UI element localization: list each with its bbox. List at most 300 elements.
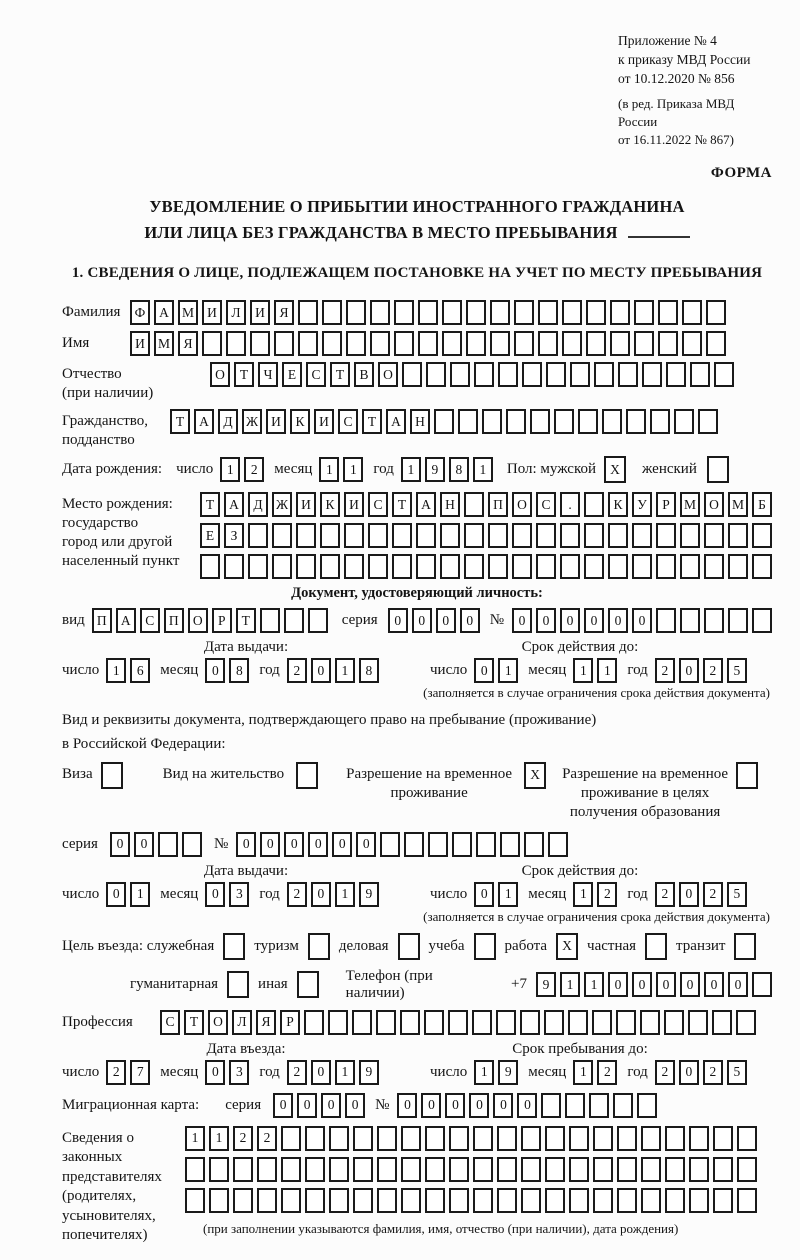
day-box[interactable]: 2 [244, 457, 264, 482]
year-box[interactable]: 9 [359, 1060, 379, 1085]
char-box[interactable]: А [154, 300, 174, 325]
day-box[interactable]: 1 [106, 658, 126, 683]
char-box[interactable] [452, 832, 472, 857]
char-box[interactable]: 0 [284, 832, 304, 857]
char-box[interactable] [473, 1157, 493, 1182]
char-box[interactable] [464, 554, 484, 579]
day-box[interactable]: 7 [130, 1060, 150, 1085]
char-box[interactable]: Л [226, 300, 246, 325]
char-box[interactable]: 0 [728, 972, 748, 997]
char-box[interactable] [665, 1157, 685, 1182]
char-box[interactable] [344, 523, 364, 548]
char-box[interactable] [305, 1157, 325, 1182]
char-box[interactable]: М [728, 492, 748, 517]
day-box[interactable]: 6 [130, 658, 150, 683]
char-box[interactable]: 0 [517, 1093, 537, 1118]
day-box[interactable]: 2 [106, 1060, 126, 1085]
char-box[interactable] [641, 1188, 661, 1213]
year-box[interactable]: 1 [401, 457, 421, 482]
char-box[interactable] [376, 1010, 396, 1035]
year-box[interactable]: 2 [703, 1060, 723, 1085]
char-box[interactable] [736, 1010, 756, 1035]
char-box[interactable] [536, 554, 556, 579]
char-box[interactable] [584, 523, 604, 548]
year-box[interactable]: 2 [703, 882, 723, 907]
char-box[interactable]: 0 [608, 972, 628, 997]
year-box[interactable]: 2 [655, 1060, 675, 1085]
char-box[interactable] [674, 409, 694, 434]
char-box[interactable]: 0 [584, 608, 604, 633]
char-box[interactable] [298, 300, 318, 325]
char-box[interactable] [656, 554, 676, 579]
year-box[interactable]: 5 [727, 882, 747, 907]
char-box[interactable]: 2 [257, 1126, 277, 1151]
char-box[interactable]: 0 [632, 608, 652, 633]
char-box[interactable] [640, 1010, 660, 1035]
purpose-study-checkbox[interactable] [474, 933, 496, 960]
year-box[interactable]: 0 [679, 658, 699, 683]
char-box[interactable]: О [378, 362, 398, 387]
purpose-work-checkbox[interactable]: X [556, 933, 578, 960]
char-box[interactable]: В [354, 362, 374, 387]
char-box[interactable]: 0 [297, 1093, 317, 1118]
sex-male-checkbox[interactable]: X [604, 456, 626, 483]
char-box[interactable] [698, 409, 718, 434]
year-box[interactable]: 0 [311, 658, 331, 683]
char-box[interactable]: 2 [233, 1126, 253, 1151]
char-box[interactable] [296, 554, 316, 579]
char-box[interactable]: 0 [436, 608, 456, 633]
char-box[interactable]: И [250, 300, 270, 325]
month-box[interactable]: 0 [205, 658, 225, 683]
char-box[interactable] [593, 1188, 613, 1213]
char-box[interactable] [466, 300, 486, 325]
char-box[interactable]: 0 [356, 832, 376, 857]
char-box[interactable]: 0 [445, 1093, 465, 1118]
char-box[interactable] [593, 1126, 613, 1151]
char-box[interactable]: 0 [536, 608, 556, 633]
char-box[interactable] [296, 523, 316, 548]
char-box[interactable]: И [130, 331, 150, 356]
purpose-official-checkbox[interactable] [223, 933, 245, 960]
char-box[interactable]: К [608, 492, 628, 517]
char-box[interactable] [713, 1157, 733, 1182]
char-box[interactable] [424, 1010, 444, 1035]
char-box[interactable] [394, 300, 414, 325]
char-box[interactable] [570, 362, 590, 387]
char-box[interactable]: 9 [536, 972, 556, 997]
char-box[interactable] [545, 1188, 565, 1213]
char-box[interactable] [442, 331, 462, 356]
char-box[interactable] [281, 1157, 301, 1182]
char-box[interactable] [658, 300, 678, 325]
char-box[interactable] [490, 331, 510, 356]
char-box[interactable]: 0 [608, 608, 628, 633]
char-box[interactable] [281, 1188, 301, 1213]
char-box[interactable]: 0 [493, 1093, 513, 1118]
char-box[interactable]: 0 [704, 972, 724, 997]
char-box[interactable] [682, 331, 702, 356]
char-box[interactable]: Е [282, 362, 302, 387]
char-box[interactable] [440, 554, 460, 579]
char-box[interactable] [613, 1093, 633, 1118]
char-box[interactable] [514, 300, 534, 325]
char-box[interactable] [560, 523, 580, 548]
month-box[interactable]: 2 [597, 1060, 617, 1085]
year-box[interactable]: 0 [311, 1060, 331, 1085]
char-box[interactable] [545, 1157, 565, 1182]
char-box[interactable] [392, 523, 412, 548]
char-box[interactable] [284, 608, 304, 633]
char-box[interactable] [665, 1126, 685, 1151]
char-box[interactable] [713, 1126, 733, 1151]
char-box[interactable] [512, 523, 532, 548]
month-box[interactable]: 1 [573, 658, 593, 683]
char-box[interactable] [305, 1126, 325, 1151]
year-box[interactable]: 2 [287, 1060, 307, 1085]
char-box[interactable]: А [116, 608, 136, 633]
char-box[interactable] [656, 523, 676, 548]
char-box[interactable]: 0 [332, 832, 352, 857]
char-box[interactable]: П [488, 492, 508, 517]
year-box[interactable]: 5 [727, 1060, 747, 1085]
char-box[interactable] [713, 1188, 733, 1213]
char-box[interactable] [737, 1126, 757, 1151]
char-box[interactable] [368, 523, 388, 548]
char-box[interactable]: Т [200, 492, 220, 517]
char-box[interactable]: Н [410, 409, 430, 434]
char-box[interactable] [272, 523, 292, 548]
char-box[interactable]: О [210, 362, 230, 387]
char-box[interactable] [545, 1126, 565, 1151]
char-box[interactable]: Ж [242, 409, 262, 434]
char-box[interactable] [548, 832, 568, 857]
char-box[interactable] [497, 1157, 517, 1182]
char-box[interactable]: С [306, 362, 326, 387]
char-box[interactable]: 0 [460, 608, 480, 633]
month-box[interactable]: 1 [597, 658, 617, 683]
char-box[interactable] [704, 523, 724, 548]
day-box[interactable]: 1 [220, 457, 240, 482]
char-box[interactable] [298, 331, 318, 356]
char-box[interactable]: Я [256, 1010, 276, 1035]
char-box[interactable]: М [178, 300, 198, 325]
year-box[interactable]: 9 [425, 457, 445, 482]
char-box[interactable]: Р [212, 608, 232, 633]
day-box[interactable]: 0 [106, 882, 126, 907]
char-box[interactable] [402, 362, 422, 387]
char-box[interactable] [450, 362, 470, 387]
char-box[interactable] [569, 1157, 589, 1182]
char-box[interactable] [690, 362, 710, 387]
char-box[interactable]: П [164, 608, 184, 633]
char-box[interactable] [650, 409, 670, 434]
month-box[interactable]: 3 [229, 882, 249, 907]
char-box[interactable]: А [386, 409, 406, 434]
char-box[interactable] [464, 492, 484, 517]
purpose-humanitarian-checkbox[interactable] [227, 971, 249, 998]
char-box[interactable] [536, 523, 556, 548]
char-box[interactable] [714, 362, 734, 387]
char-box[interactable]: Б [752, 492, 772, 517]
char-box[interactable] [514, 331, 534, 356]
char-box[interactable] [521, 1188, 541, 1213]
char-box[interactable]: Д [248, 492, 268, 517]
char-box[interactable] [593, 1157, 613, 1182]
day-box[interactable]: 1 [498, 658, 518, 683]
char-box[interactable] [616, 1010, 636, 1035]
char-box[interactable]: С [160, 1010, 180, 1035]
char-box[interactable] [594, 362, 614, 387]
char-box[interactable]: Я [274, 300, 294, 325]
char-box[interactable] [320, 523, 340, 548]
char-box[interactable] [584, 492, 604, 517]
char-box[interactable] [202, 331, 222, 356]
char-box[interactable] [353, 1188, 373, 1213]
char-box[interactable] [520, 1010, 540, 1035]
day-box[interactable]: 1 [498, 882, 518, 907]
char-box[interactable] [632, 523, 652, 548]
char-box[interactable]: 0 [680, 972, 700, 997]
char-box[interactable] [554, 409, 574, 434]
year-box[interactable]: 0 [311, 882, 331, 907]
char-box[interactable]: Р [280, 1010, 300, 1035]
char-box[interactable] [209, 1157, 229, 1182]
char-box[interactable]: Ф [130, 300, 150, 325]
year-box[interactable]: 2 [703, 658, 723, 683]
purpose-transit-checkbox[interactable] [734, 933, 756, 960]
char-box[interactable]: 0 [656, 972, 676, 997]
char-box[interactable]: С [536, 492, 556, 517]
char-box[interactable] [250, 331, 270, 356]
char-box[interactable] [608, 523, 628, 548]
char-box[interactable] [440, 523, 460, 548]
char-box[interactable] [401, 1188, 421, 1213]
char-box[interactable] [569, 1188, 589, 1213]
year-box[interactable]: 2 [655, 882, 675, 907]
char-box[interactable] [272, 554, 292, 579]
char-box[interactable]: С [368, 492, 388, 517]
sex-female-checkbox[interactable] [707, 456, 729, 483]
char-box[interactable] [448, 1010, 468, 1035]
month-box[interactable]: 3 [229, 1060, 249, 1085]
char-box[interactable] [637, 1093, 657, 1118]
char-box[interactable] [521, 1157, 541, 1182]
char-box[interactable] [224, 554, 244, 579]
char-box[interactable] [305, 1188, 325, 1213]
char-box[interactable]: Ч [258, 362, 278, 387]
char-box[interactable] [418, 300, 438, 325]
char-box[interactable] [538, 300, 558, 325]
char-box[interactable]: Т [236, 608, 256, 633]
char-box[interactable] [689, 1157, 709, 1182]
char-box[interactable] [329, 1157, 349, 1182]
char-box[interactable]: Л [232, 1010, 252, 1035]
char-box[interactable] [706, 300, 726, 325]
char-box[interactable] [586, 331, 606, 356]
char-box[interactable] [464, 523, 484, 548]
char-box[interactable] [634, 300, 654, 325]
char-box[interactable] [308, 608, 328, 633]
char-box[interactable] [586, 300, 606, 325]
day-box[interactable]: 1 [130, 882, 150, 907]
char-box[interactable]: С [140, 608, 160, 633]
char-box[interactable]: Р [656, 492, 676, 517]
char-box[interactable] [416, 523, 436, 548]
char-box[interactable] [617, 1126, 637, 1151]
month-box[interactable]: 0 [205, 882, 225, 907]
char-box[interactable] [260, 608, 280, 633]
char-box[interactable]: Т [170, 409, 190, 434]
char-box[interactable] [728, 554, 748, 579]
char-box[interactable] [538, 331, 558, 356]
char-box[interactable]: Е [200, 523, 220, 548]
char-box[interactable]: И [314, 409, 334, 434]
char-box[interactable]: И [202, 300, 222, 325]
char-box[interactable] [680, 554, 700, 579]
char-box[interactable] [185, 1188, 205, 1213]
char-box[interactable] [200, 554, 220, 579]
char-box[interactable] [434, 409, 454, 434]
day-box[interactable]: 0 [474, 658, 494, 683]
char-box[interactable]: Д [218, 409, 238, 434]
month-box[interactable]: 1 [343, 457, 363, 482]
char-box[interactable] [689, 1188, 709, 1213]
char-box[interactable] [320, 554, 340, 579]
year-box[interactable]: 8 [359, 658, 379, 683]
char-box[interactable] [377, 1157, 397, 1182]
char-box[interactable]: 0 [308, 832, 328, 857]
char-box[interactable]: . [560, 492, 580, 517]
year-box[interactable]: 1 [473, 457, 493, 482]
char-box[interactable]: 0 [397, 1093, 417, 1118]
char-box[interactable]: З [224, 523, 244, 548]
purpose-other-checkbox[interactable] [297, 971, 319, 998]
char-box[interactable] [329, 1126, 349, 1151]
char-box[interactable] [560, 554, 580, 579]
char-box[interactable]: К [290, 409, 310, 434]
char-box[interactable] [322, 300, 342, 325]
char-box[interactable] [401, 1157, 421, 1182]
char-box[interactable] [666, 362, 686, 387]
char-box[interactable] [530, 409, 550, 434]
char-box[interactable] [498, 362, 518, 387]
month-box[interactable]: 8 [229, 658, 249, 683]
char-box[interactable]: А [224, 492, 244, 517]
char-box[interactable] [185, 1157, 205, 1182]
char-box[interactable] [610, 300, 630, 325]
char-box[interactable] [617, 1157, 637, 1182]
char-box[interactable] [370, 300, 390, 325]
char-box[interactable] [346, 300, 366, 325]
char-box[interactable] [248, 554, 268, 579]
purpose-tourism-checkbox[interactable] [308, 933, 330, 960]
char-box[interactable] [474, 362, 494, 387]
char-box[interactable]: 0 [512, 608, 532, 633]
year-box[interactable]: 2 [287, 658, 307, 683]
char-box[interactable] [752, 608, 772, 633]
char-box[interactable] [752, 523, 772, 548]
purpose-business-checkbox[interactable] [398, 933, 420, 960]
char-box[interactable] [664, 1010, 684, 1035]
purpose-private-checkbox[interactable] [645, 933, 667, 960]
char-box[interactable]: И [266, 409, 286, 434]
day-box[interactable]: 0 [474, 882, 494, 907]
char-box[interactable]: М [680, 492, 700, 517]
char-box[interactable] [656, 608, 676, 633]
char-box[interactable] [158, 832, 178, 857]
char-box[interactable] [233, 1188, 253, 1213]
char-box[interactable] [304, 1010, 324, 1035]
char-box[interactable] [380, 832, 400, 857]
char-box[interactable] [392, 554, 412, 579]
char-box[interactable]: А [194, 409, 214, 434]
char-box[interactable] [680, 608, 700, 633]
char-box[interactable] [352, 1010, 372, 1035]
month-box[interactable]: 1 [319, 457, 339, 482]
char-box[interactable] [226, 331, 246, 356]
char-box[interactable]: И [296, 492, 316, 517]
year-box[interactable]: 0 [679, 882, 699, 907]
char-box[interactable]: У [632, 492, 652, 517]
char-box[interactable]: 0 [321, 1093, 341, 1118]
char-box[interactable] [497, 1126, 517, 1151]
char-box[interactable]: 0 [345, 1093, 365, 1118]
char-box[interactable] [329, 1188, 349, 1213]
char-box[interactable] [728, 523, 748, 548]
char-box[interactable] [658, 331, 678, 356]
char-box[interactable] [512, 554, 532, 579]
char-box[interactable] [704, 608, 724, 633]
char-box[interactable] [578, 409, 598, 434]
char-box[interactable] [353, 1157, 373, 1182]
char-box[interactable] [353, 1126, 373, 1151]
char-box[interactable] [642, 362, 662, 387]
char-box[interactable] [257, 1188, 277, 1213]
month-box[interactable]: 2 [597, 882, 617, 907]
char-box[interactable] [602, 409, 622, 434]
char-box[interactable] [506, 409, 526, 434]
char-box[interactable] [592, 1010, 612, 1035]
char-box[interactable]: 0 [260, 832, 280, 857]
char-box[interactable] [541, 1093, 561, 1118]
char-box[interactable] [712, 1010, 732, 1035]
char-box[interactable] [562, 300, 582, 325]
char-box[interactable]: Ж [272, 492, 292, 517]
char-box[interactable] [476, 832, 496, 857]
char-box[interactable] [482, 409, 502, 434]
char-box[interactable] [618, 362, 638, 387]
day-box[interactable]: 9 [498, 1060, 518, 1085]
residence-permit-checkbox[interactable] [296, 762, 318, 789]
char-box[interactable]: 1 [185, 1126, 205, 1151]
month-box[interactable]: 1 [573, 1060, 593, 1085]
char-box[interactable] [569, 1126, 589, 1151]
char-box[interactable] [706, 331, 726, 356]
char-box[interactable] [568, 1010, 588, 1035]
char-box[interactable] [488, 554, 508, 579]
char-box[interactable] [209, 1188, 229, 1213]
char-box[interactable]: 0 [134, 832, 154, 857]
char-box[interactable] [368, 554, 388, 579]
char-box[interactable] [404, 832, 424, 857]
year-box[interactable]: 1 [335, 658, 355, 683]
char-box[interactable]: К [320, 492, 340, 517]
char-box[interactable]: 0 [560, 608, 580, 633]
char-box[interactable]: С [338, 409, 358, 434]
char-box[interactable]: О [208, 1010, 228, 1035]
char-box[interactable] [281, 1126, 301, 1151]
